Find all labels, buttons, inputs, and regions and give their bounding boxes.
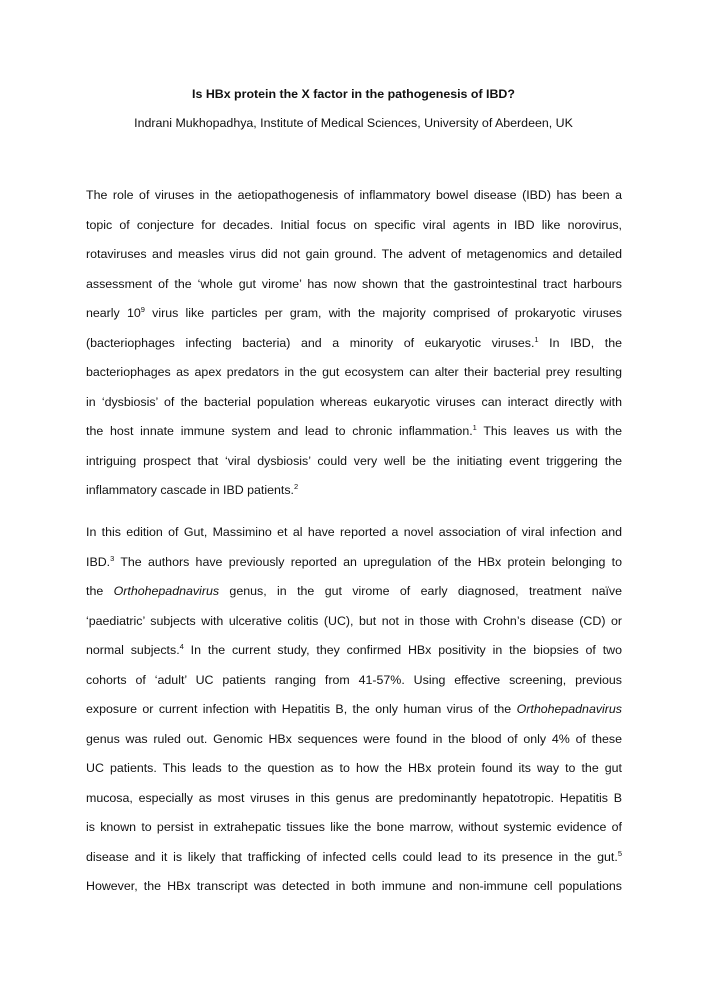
text-line: the host innate immune system and lead to chronic inflammation.$^1$ This leaves us with the [86,423,622,438]
genus-name: Orthohepadnavirus [113,584,220,598]
citation-ref: 4 [179,642,184,651]
superscript: 9 [140,305,145,314]
genus-name: Orthohepadnavirus [516,702,622,716]
text-line: intriguing prospect that ‘viral dysbiosis’ could very well be the initiating event triggering the [86,453,622,468]
text-line: rotaviruses and measles virus did not gain ground. The advent of metagenomics and detailed [86,247,622,261]
text-line: genus was ruled out. Genomic HBx sequences were found in the blood of only 4% of these [86,731,622,746]
text-line: exposure or current infection with Hepatitis B, the only human virus of the Orthohepadnavirus [86,702,622,716]
citation-ref: 3 [110,553,115,563]
paragraph-2 [86,518,622,902]
citation-ref: 5 [617,848,622,858]
text-line: ‘paediatric’ subjects with ulcerative colitis (UC), but not in those with Crohn’s disease (CD) or [86,613,622,628]
citation-ref: 2 [293,482,299,491]
text-line: normal subjects.$^4$ In the current study, they confirmed HBx positivity in the biopsies of two [86,642,622,657]
text-line: bacteriophages as apex predators in the gut ecosystem can alter their bacterial prey resulting [86,365,622,379]
text-line: topic of conjecture for decades. Initial focus on specific viral agents in IBD like norovirus, [86,217,622,232]
text-line: in ‘dysbiosis’ of the bacterial population whereas eukaryotic viruses can interact directly with [86,394,622,409]
text-line: UC patients. This leads to the question as to how the HBx protein found its way to the gut [86,761,622,775]
text-line: nearly $10^9$ virus like particles per gram, with the majority comprised of prokaryotic viruses [86,305,622,320]
text-line: the Orthohepadnavirus genus, in the gut virome of early diagnosed, treatment naïve [86,584,623,598]
text-line: The role of viruses in the aetiopathogenesis of inflammatory bowel disease (IBD) has been a [86,188,622,202]
text-line: However, the HBx transcript was detected in both immune and non-immune cell populations [86,879,622,893]
paragraph-1 [86,181,622,506]
text-line: inflammatory cascade in IBD patients.$^2$ [86,482,299,497]
author-affiliation: Indrani Mukhopadhya, Institute of Medical Sciences, University of Aberdeen, UK [134,116,573,130]
text-line: cohorts of ‘adult’ UC patients ranging from 41-57%. Using effective screening, previous [86,672,622,687]
text-line: In this edition of Gut, Massimino et al have reported a novel association of viral infection and [86,525,622,539]
article-title: Is HBx protein the X factor in the pathogenesis of IBD? [192,87,515,101]
citation-ref: 1 [534,334,539,344]
text-line: mucosa, especially as most viruses in this genus are predominantly hepatotropic. Hepatitis B [86,790,622,805]
text-line: disease and it is likely that trafficking of infected cells could lead to its presence in the gut.$^5$ [86,848,622,864]
text-line: is known to persist in extrahepatic tissues like the bone marrow, without systemic evidence of [86,820,622,834]
text-line: IBD.$^3$ The authors have previously reported an upregulation of the HBx protein belonging to [86,553,622,569]
text-line: assessment of the ‘whole gut virome’ has now shown that the gastrointestinal tract harbours [86,276,622,291]
citation-ref: 1 [472,423,477,432]
text-line: (bacteriophages infecting bacteria) and a minority of eukaryotic viruses.$^1$ In IBD, the [86,334,622,350]
